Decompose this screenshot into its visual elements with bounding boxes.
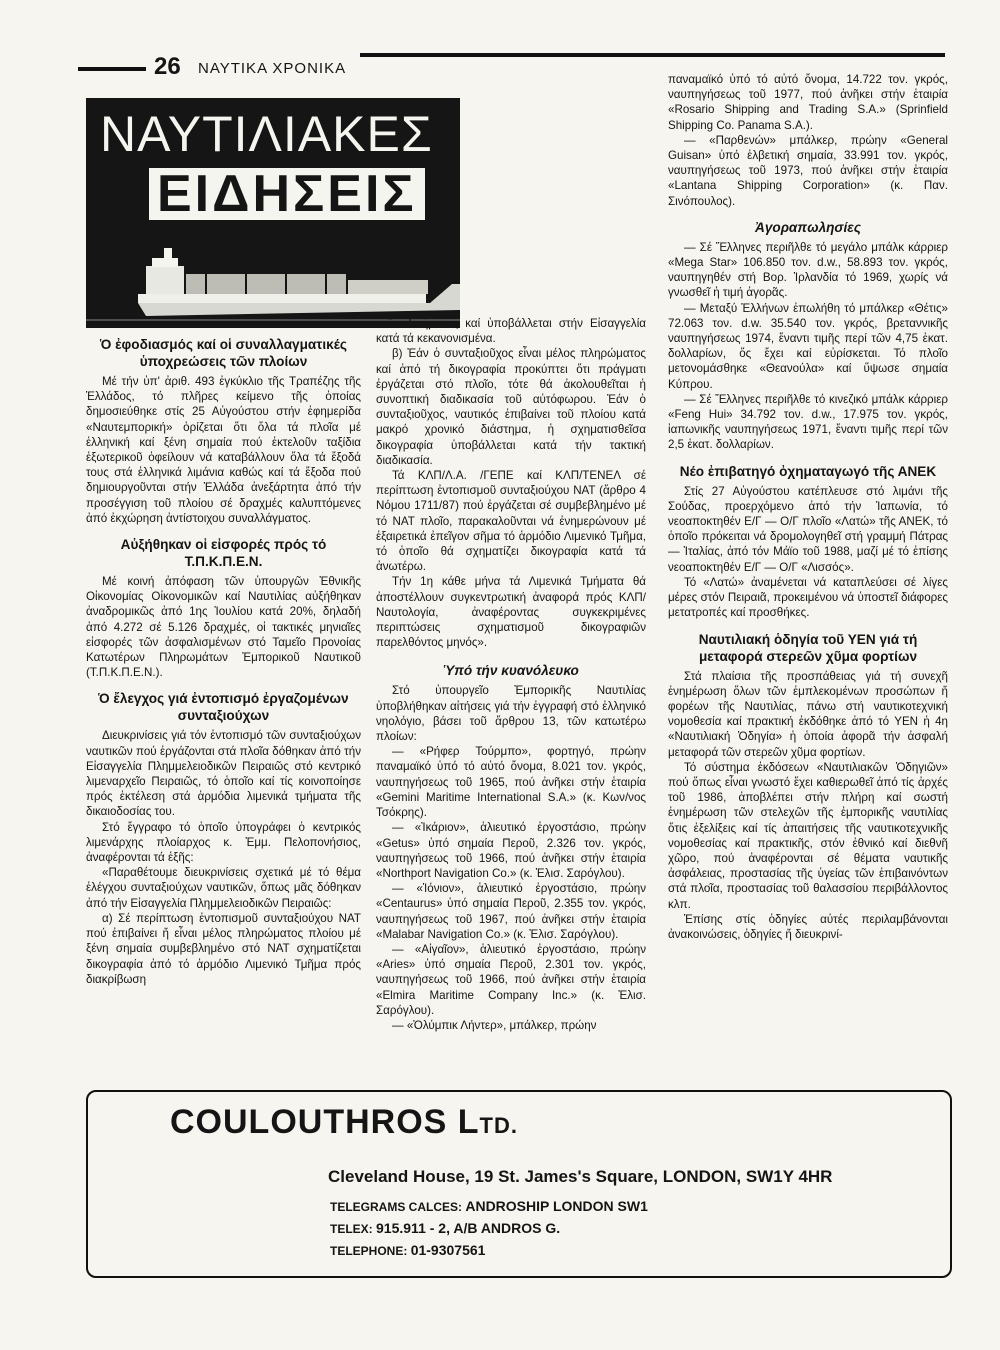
paragraph: — Σέ Ἕλληνες περιῆλθε τό μεγάλο μπάλκ κάρριερ «Mega Star» 106.850 τον. d.w., 58.893 τον. γκρός, ναυπηγηθέν στή Βορ. Ἰρλανδία τό 1969, χωρίς νά γνωσθεῖ ἡ τιμή ἀγορᾶς. — [668, 240, 948, 300]
header-rule-left — [78, 67, 146, 71]
paragraph: α) Σέ περίπτωση ἐντοπισμοῦ συνταξιούχου ΝΑΤ πού ἐπιβαίνει ἤ εἶναι μέλος πληρώματος πλοίου μέ ξένη σημαία συμβεβλημένο στό ΝΑΤ σχηματίζεται δικογραφία ἀπό τό ἁρμόδιο Λιμενικό Τμῆμα πρός διακρίβωση — [86, 911, 361, 986]
column-2 — [376, 316, 646, 1033]
ad-company-name-main: COULOUTHROS L — [170, 1103, 480, 1141]
ad-telephone — [330, 1242, 485, 1259]
paragraph: Στά πλαίσια τῆς προσπάθειας γιά τή συνεχῆ ἐνημέρωση ὅλων τῶν ἐμπλεκομένων προσώπων ἤ φορέων τῆς Ναυτιλίας, πάνω στή ναυτικοτεχνική νομοθεσία καί πρακτική ἐκδόθηκε ἀπό τό ΥΕΝ ἡ 4η «Ναυτιλιακή Ὁδηγία» ἡ ὁποία ἀφορᾶ τήν ἀσφαλή μεταφορά τῶν στερεῶν χῦμα φορτίων. — [668, 669, 948, 759]
ad-telephone-value: 01-9307561 — [410, 1242, 486, 1258]
ad-telegrams-label: TELEGRAMS CALCES: — [330, 1200, 462, 1214]
paragraph: — «Αἰγαῖον», ἁλιευτικό ἐργοστάσιο, πρώην «Aries» ὑπό σημαία Περοῦ, 2.301 τον. γκρός, ναυπηγήσεως τοῦ 1966, πού ἀνῆκει στήν ἑταιρία «Elmira Maritime Company Inc.» (κ. Ἐλισ. Σαρόγλου). — [376, 942, 646, 1017]
paragraph: Τό «Λατώ» ἀναμένεται νά καταπλεύσει σέ λίγες μέρες στόν Πειραιᾶ, προκειμένου νά ὑποστεῖ διάφορες μετατροπές καί προσθήκες. — [668, 575, 948, 620]
ad-telegrams — [330, 1198, 648, 1215]
advertisement-box — [86, 1090, 952, 1278]
ad-telex-label: TELEX: — [330, 1222, 373, 1236]
paragraph: — «Ἰκάριον», ἁλιευτικό ἐργοστάσιο, πρώην «Getus» ὑπό σημαία Περοῦ, 2.326 τον. γκρός, ναυπηγήσεως τοῦ 1966, πού ἀνῆκει στήν ἑταιρία «Northport Navigation Co.» (κ. Ἐλισ. Σαρόγλου). — [376, 821, 646, 880]
publication-name: ΝΑΥΤΙΚΑ ΧΡΟΝΙΚΑ — [198, 60, 347, 77]
headline-sales: Ἀγοραπωλησίες — [755, 219, 861, 235]
ad-company-name — [170, 1102, 518, 1146]
headline-anek: Νέο ἐπιβατηγό ὀχηματαγωγό τῆς ΑΝΕΚ — [679, 463, 937, 479]
column-3 — [668, 72, 948, 942]
paragraph: Μέ τήν ὑπ' ἀριθ. 493 ἐγκύκλιο τῆς Τραπέζης τῆς Ἑλλάδος, τό πλῆρες κείμενο τῆς ὁποίας δημοσιεύθηκε στίς 25 Αὐγούστου στήν ἐφημερίδα «Ναυτεμπορική» ὁρίζεται ὅτι ὅλα τά πλοῖα μέ ἑλληνική καί ξένη σημαία πού ἐκτελοῦν ταξίδια ἐξωτερικοῦ ὀφείλουν νά καταβάλλουν ὅλα τά ἔξοδά τους στά ἑλληνικά λιμάνια καθώς καί τά ἔξοδα πού δημιουργοῦνται στήν Ἑλλάδα ἀνεξάρτητα ἀπό τήν προσέγγιση τοῦ πλοίου σέ δραχμές καλυπτόμενες ἀπό ἐκχώρηση ἀντίστοιχου συναλλάγματος. — [86, 375, 361, 525]
paragraph: Στίς 27 Αὐγούστου κατέπλευσε στό λιμάνι τῆς Σούδας, προερχόμενο ἀπό τήν Ἰαπωνία, τό νεοαποκτηθέν Ε/Γ — Ο/Γ πλοῖο «Λατώ» τῆς ΑΝΕΚ, τό ὁποῖο πρόκειται νά δρομολογηθεῖ στή γραμμή Πάτρας — Ἰταλίας, ἀπό τόν Μάϊο τοῦ 1988, μαζί μέ τό ἐπίσης νεοαποκτηθέν Ε/Γ — Ο/Γ «Λισσός». — [668, 484, 948, 574]
ad-telephone-label: TELEPHONE: — [330, 1244, 408, 1258]
header-rule-right — [360, 53, 945, 57]
paragraph: Τά ΚΛΠ/Λ.Α. /ΓΕΠΕ καί ΚΛΠ/ΤΕΝΕΛ σέ περίπτωση ἐντοπισμοῦ συνταξιούχου ΝΑΤ (ἄρθρο 4 Νόμου 1711/87) πού ἐργάζεται σέ συμβεβλημένο μέ τό ΝΑΤ πλοῖο, παρακαλοῦνται νά ἐνημερώνουν μέ ἐξαιρετικά ἐπεῖγον σῆμα τό ἁρμόδιο Λιμενικό Τμῆμα, τό ὁποῖο θά σχηματίζει δικογραφία κατά τά ἀνωτέρω. — [376, 469, 646, 574]
ad-address: Cleveland House, 19 St. James's Square, LONDON, SW1Y 4HR — [328, 1167, 833, 1186]
banner-title-line2: ΕΙΔΗΣΕΙΣ — [149, 168, 425, 220]
paragraph: — «Ἰόνιον», ἁλιευτικό ἐργοστάσιο, πρώην «Centaurus» ὑπό σημαία Περοῦ, 2.355 τον. γκρός, ναυπηγήσεως τοῦ 1967, πού ἀνῆκει στήν ἑταιρία «Malabar Navigation Co.» (κ. Ἐλισ. Σαρόγλου). — [376, 882, 646, 941]
paragraph: β) Ἐάν ὁ συνταξιοῦχος εἶναι μέλος πληρώματος καί ἀπό τή δικογραφία προκύπτει ὅτι πράγματι ἐργάζεται στό πλοῖο, τότε θά ἀκολουθεῖται ἡ συνοπτική διαδικασία τοῦ αὐτόφωρου. Ἐάν ὁ συνταξιοῦχος, ναυτικός ἐπιβαίνει τοῦ πλοίου κατά μακρό χρονικό διάστημα, ἡ σχηματισθεῖσα δικογραφία ὑποβάλλεται κατά τήν τακτική διαδικασία. — [376, 347, 646, 467]
paragraph: — «Ὀλύμπικ Λήντερ», μπάλκερ, πρώην — [392, 1018, 597, 1032]
ad-telex-value: 915.911 - 2, A/B ANDROS G. — [376, 1220, 561, 1236]
ad-telex — [330, 1220, 560, 1237]
section-banner — [86, 98, 460, 328]
paragraph: παναμαϊκό ὑπό τό αὐτό ὄνομα, 14.722 τον. γκρός, ναυπηγήσεως τοῦ 1977, πού ἀνῆκει στήν ἑταιρία «Rosario Shipping and Trading S.A.» (Sprinfield Shipping Co. Panama S.A.). — [668, 73, 948, 132]
paragraph: — «Ρήφερ Τούρμπο», φορτηγό, πρώην παναμαϊκό ὑπό τό αὐτό ὄνομα, 8.021 τον. γκρός, ναυπηγήσεως τοῦ 1965, πού ἀνῆκει στήν ἑταιρία «Gemini Maritime International S.A.» (κ. Κων/νος Τσόκρης). — [376, 745, 646, 820]
paragraph: — «Παρθενών» μπάλκερ, πρώην «General Guisan» ὑπό ἑλβετική σημαία, 33.991 τον. γκρός, ναυπηγήσεως τοῦ 1973, πού ἀνῆκει στήν ἑταιρία «Lantana Shipping Corporation» (κ. Παν. Σινόπουλος). — [668, 133, 948, 208]
paragraph: Διευκρινίσεις γιά τόν ἐντοπισμό τῶν συνταξιούχων ναυτικῶν πού ἐργάζονται στά πλοῖα δόθηκαν ἀπό τήν Εἰσαγγελία Πλημμελειοδικῶν Πειραιῶς στό κεντρικό λιμεναρχεῖο Πειραιῶς, τό ὁποῖο καί τίς κοινοποίησε πρός ἐκτέλεση στά ἁρμόδια λιμενικά τμήματα τῆς δικαιοδοσίας του. — [86, 729, 361, 819]
paragraph: — Σέ Ἕλληνες περιῆλθε τό κινεζικό μπάλκ κάρριερ «Feng Hui» 34.792 τον. d.w., 17.975 τον. γκρός, ἰαπωνικῆς ναυπηγήσεως 1971, ἔναντι τιμῆς περί τῶν 2,5 ἑκατ. δολλαρίων. — [668, 392, 948, 452]
paragraph: Στό ἔγγραφο τό ὁποῖο ὑπογράφει ὁ κεντρικός λιμενάρχης πλοίαρχος κ. Ἐμμ. Πελοπονήσιος, ἀναφέρονται τά ἑξῆς: — [86, 820, 361, 865]
headline-pensioners: Ὁ ἔλεγχος γιά ἐντοπισμό ἐργαζομένων συνταξιούχων — [98, 691, 349, 724]
paragraph: «Παραθέτουμε διευκρινίσεις σχετικά μέ τό θέμα ἐλέγχου συνταξιούχων ναυτικῶν, ὅπως μᾶς δόθηκαν ἀπό τήν Εἰσαγγελία Πλημμελειοδικῶν Πειραιῶς: — [86, 866, 361, 910]
paragraph: Τήν 1η κάθε μήνα τά Λιμενικά Τμήματα θά ἀποστέλλουν συγκεντρωτική ἀναφορά πρός ΚΛΠ/ Ναυτολογία, ἀναφέροντας συγκεκριμένες περιπτώσεις σχηματισμοῦ δικογραφιῶν παρελθόντος μηνός». — [376, 575, 646, 650]
paragraph: Ἐπίσης στίς ὁδηγίες αὐτές περιλαμβάνονται ἀνακοινώσεις, ὁδηγίες ἤ διευκρινί- — [668, 912, 948, 941]
headline-yen-directive: Ναυτιλιακή ὁδηγία τοῦ ΥΕΝ γιά τή μεταφορά στερεῶν χῦμα φορτίων — [698, 631, 918, 664]
column-1 — [86, 336, 361, 987]
paragraph: — Μεταξύ Ἑλλήνων ἐπωλήθη τό μπάλκερ «Θέτις» 72.063 τον. d.w. 35.540 τον. γκρός, βρεταννικῆς ναυπηγήσεως 1974, ἔναντι τιμῆς περί τῶν 4,75 ἑκατ. δολλαρίων, ὅς ἔχει καί εὐρίσκεται. Τό πλοῖο μετονομάσθηκε «Θεανούλα» καί ὕψωσε σημαία Κύπρου. — [668, 301, 948, 391]
paragraph: Στό ὑπουργεῖο Ἐμπορικῆς Ναυτιλίας ὑποβλήθηκαν αἰτήσεις γιά τήν ἐγγραφή στό ἑλληνικό νηολόγιο, βάσει τοῦ ἄρθρου 13, τῶν κατωτέρω πλοίων: — [376, 684, 646, 744]
ad-telegrams-value: ANDROSHIP LONDON SW1 — [465, 1198, 648, 1214]
headline-flag: Ὑπό τήν κυανόλευκο — [443, 663, 579, 679]
page-number: 26 — [154, 53, 181, 80]
headline-contributions: Αὐξήθηκαν οἱ εἰσφορές πρός τό Τ.Π.Κ.Π.Ε.Ν. — [120, 537, 327, 570]
paragraph: τοῦ ἀδικήματος καί ὑποβάλλεται στήν Εἰσαγγελία κατά τά κεκανονισμένα. — [376, 317, 646, 346]
banner-title-line1: ΝΑΥΤΙΛΙΑΚΕΣ — [100, 106, 433, 162]
paragraph: Μέ κοινή ἀπόφαση τῶν ὑπουργῶν Ἐθνικῆς Οἰκονομίας Οἰκονομικῶν καί Ναυτιλίας αὐξήθηκαν ἀναδρομικῶς ἀπό 1ης Ἰουλίου κατά 20%, δηλαδή ἀπό 4.272 σέ 5.126 δραχμές, οἱ τακτικές μηνιαῖες εἰσφορές τῶν ἀσφαλισμένων στό Ταμεῖο Προνοίας Κατωτέρων Πληρωμάτων Ἐμπορικοῦ Ναυτικοῦ (Τ.Π.Κ.Π.Ε.Ν.). — [86, 575, 361, 680]
paragraph: Τό σύστημα ἐκδόσεων «Ναυτιλιακῶν Ὁδηγιῶν» πού ὅπως εἶναι γνωστό ἔχει καθιερωθεῖ ἀπό τίς ἀρχές τοῦ 1986, ἀποβλέπει στήν πλήρη καί σωστή ἐνημέρωση τῶν στελεχῶν τῆς ἐμπορικῆς ναυτιλίας ὅτις ἐξελίξεις καί τίς ἀπαιτήσεις τῆς ναυτικοτεχνικῆς νομοθεσίας καί πρακτικῆς, στόν ἐθνικό καί διεθνῆ χῶρο, πού ἀναφέρονται σέ θέματα ναυτικῆς ἀσφάλειας, προστασίας τῆς ὑγείας τῶν ἐπιβαινόντων στά πλοῖα, προστασίας τοῦ θαλασσίου περιβάλλοντος κλπ. — [668, 760, 948, 911]
headline-fueling: Ὁ ἐφοδιασμός καί οἱ συναλλαγματικές ὑποχρεώσεις τῶν πλοίων — [100, 337, 347, 369]
ad-company-name-suffix: TD. — [479, 1113, 518, 1138]
